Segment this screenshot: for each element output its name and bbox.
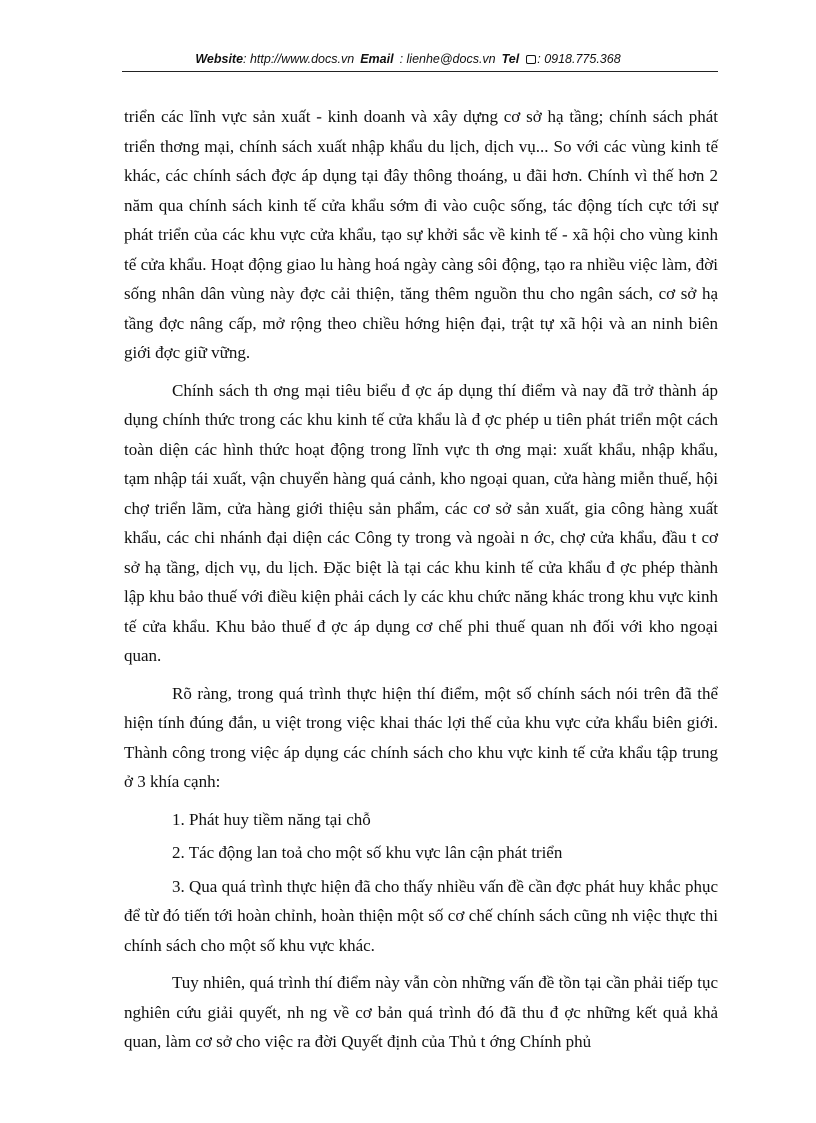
phone-icon — [526, 55, 536, 64]
list-item: 3. Qua quá trình thực hiện đã cho thấy nhiều vấn đề cần đợc phát huy khắc phục để từ đó tiến tới hoàn chỉnh, hoàn thiện một số cơ chế chính sách cũng nh việc thực thi chính sách cho một số khu vực khác. — [124, 876, 718, 955]
website-value[interactable]: : http://www.docs.vn — [243, 52, 355, 66]
email-value[interactable]: : lienhe@docs.vn — [399, 52, 496, 66]
paragraph: Tuy nhiên, quá trình thí điểm này vẫn còn những vấn đề tồn tại cần phải tiếp tục nghiên cứu giải quyết, nh ng về cơ bản quá trình đó đã thu đ ợc những kết quả khả quan, làm cơ sở cho việc ra đời Quyết định của Thủ t ớng Chính phủ — [124, 973, 718, 1051]
paragraph: triển các lĩnh vực sản xuất - kinh doanh và xây dựng cơ sở hạ tầng; chính sách phát triển thơng mại, chính sách xuất nhập khẩu du lịch, dịch vụ... So với các vùng kinh tế khác, các chính sách đợc áp dụng tại đây thông thoáng, u đãi hơn. Chính vì thế hơn 2 năm qua chính sách kinh tế cửa khẩu sớm đi vào cuộc sống, tác động tích cực tới sự phát triển của các khu vực cửa khẩu, tạo sự khởi sắc về kinh tế - xã hội cho vùng kinh tế cửa khẩu. Hoạt động giao lu hàng hoá ngày càng sôi động, tạo ra nhiều việc làm, đời sống nhân dân vùng này đợc cải thiện, tăng thêm nguồn thu cho ngân sách, cơ sở hạ tầng đợc nâng cấp, mở rộng theo chiều hớng hiện đại, trật tự xã hội và an ninh biên giới đợc giữ vững. — [124, 107, 718, 362]
tel-label: Tel — [501, 52, 520, 66]
website-label: Website — [195, 52, 244, 66]
list-item: 2. Tác động lan toả cho một số khu vực lân cận phát triển — [172, 843, 563, 862]
header-divider — [122, 71, 718, 72]
email-label: Email — [360, 52, 394, 66]
document-body — [124, 102, 718, 1065]
paragraph: Rõ ràng, trong quá trình thực hiện thí điểm, một số chính sách nói trên đã thể hiện tính đúng đắn, u việt trong việc khai thác lợi thế của khu vực cửa khẩu biên giới. Thành công trong việc áp dụng các chính sách cho khu vực kinh tế cửa khẩu tập trung ở 3 khía cạnh: — [124, 683, 718, 791]
list-item: 1. Phát huy tiềm năng tại chỗ — [172, 809, 371, 829]
paragraph: Chính sách th ơng mại tiêu biểu đ ợc áp dụng thí điểm và nay đã trở thành áp dụng chính thức trong các khu kinh tế cửa khẩu là đ ợc phép u tiên phát triển một cách toàn diện các hình thức hoạt động trong lĩnh vực th ơng mại: xuất khẩu, nhập khẩu, tạm nhập tái xuất, vận chuyển hàng quá cảnh, kho ngoại quan, cửa hàng miễn thuế, hội chợ triển lãm, cửa hàng giới thiệu sản phẩm, các cơ sở sản xuất, gia công hàng xuất khẩu, các chi nhánh đại diện các Công ty trong và ngoài n ớc, chợ cửa khẩu, đầu t cơ sở hạ tầng, dịch vụ, du lịch. Đặc biệt là tại các khu kinh tế cửa khẩu đ ợc phép thành lập khu bảo thuế với điều kiện phải cách ly các khu chức năng khác trong khu vực kinh tế cửa khẩu. Khu bảo thuế đ ợc áp dụng cơ chế phi thuế quan nh đối với kho ngoại quan. — [124, 380, 718, 665]
tel-value: : 0918.775.368 — [537, 52, 621, 66]
page-header — [0, 52, 816, 66]
